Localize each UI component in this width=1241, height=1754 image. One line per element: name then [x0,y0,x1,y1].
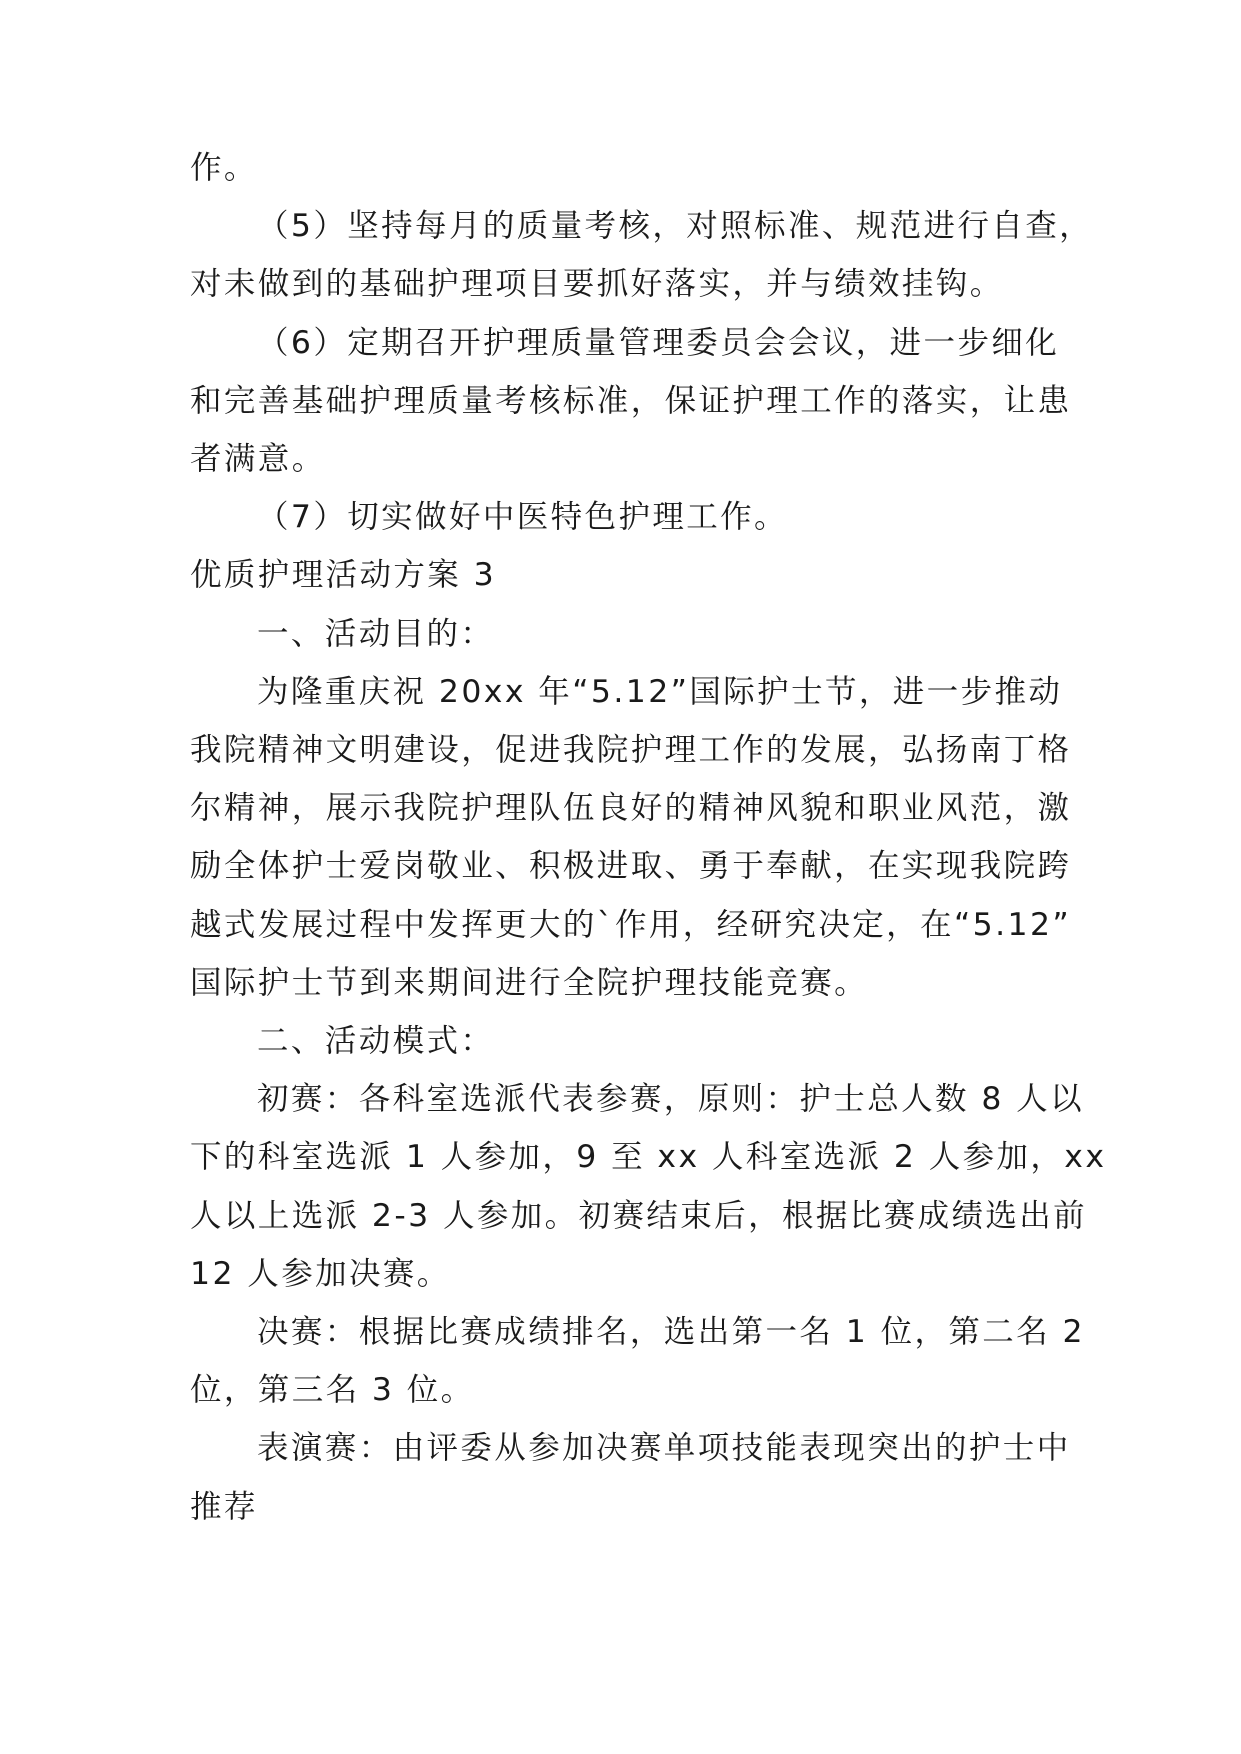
text-line: 越式发展过程中发挥更大的`作用，经研究决定，在“5.12” [190,907,1072,943]
text-line: （5）坚持每月的质量考核，对照标准、规范进行自查， [257,208,1094,244]
text-line: 12 人参加决赛。 [190,1256,451,1292]
text-line: 我院精神文明建设，促进我院护理工作的发展，弘扬南丁格 [190,732,1072,768]
text-line: 对未做到的基础护理项目要抓好落实，并与绩效挂钩。 [190,266,1004,302]
text-line: 尔精神，展示我院护理队伍良好的精神风貌和职业风范，激 [190,790,1072,826]
text-line: 者满意。 [190,441,326,477]
text-line: 作。 [190,150,258,186]
text-line: 位，第三名 3 位。 [190,1372,475,1408]
text-line: 初赛：各科室选派代表参赛，原则：护士总人数 8 人以 [257,1081,1084,1117]
text-line: 表演赛：由评委从参加决赛单项技能表现突出的护士中 [257,1430,1071,1466]
text-line: 决赛：根据比赛成绩排名，选出第一名 1 位，第二名 2 [257,1314,1085,1350]
text-line: 励全体护士爱岗敬业、积极进取、勇于奉献，在实现我院跨 [190,848,1072,884]
text-line: 人以上选派 2-3 人参加。初赛结束后，根据比赛成绩选出前 [190,1198,1088,1234]
text-line: 一、活动目的： [257,616,495,652]
text-line: 和完善基础护理质量考核标准，保证护理工作的落实，让患 [190,383,1072,419]
text-line: 推荐 [190,1489,258,1525]
text-line: 下的科室选派 1 人参加，9 至 xx 人科室选派 2 人参加，xx [190,1139,1107,1175]
section-heading: 优质护理活动方案 3 [190,557,497,593]
text-line: （6）定期召开护理质量管理委员会会议，进一步细化 [257,325,1060,361]
text-line: 国际护士节到来期间进行全院护理技能竞赛。 [190,965,869,1001]
text-line: 二、活动模式： [257,1023,495,1059]
text-line: （7）切实做好中医特色护理工作。 [257,499,788,535]
text-line: 为隆重庆祝 20xx 年“5.12”国际护士节，进一步推动 [257,674,1063,710]
